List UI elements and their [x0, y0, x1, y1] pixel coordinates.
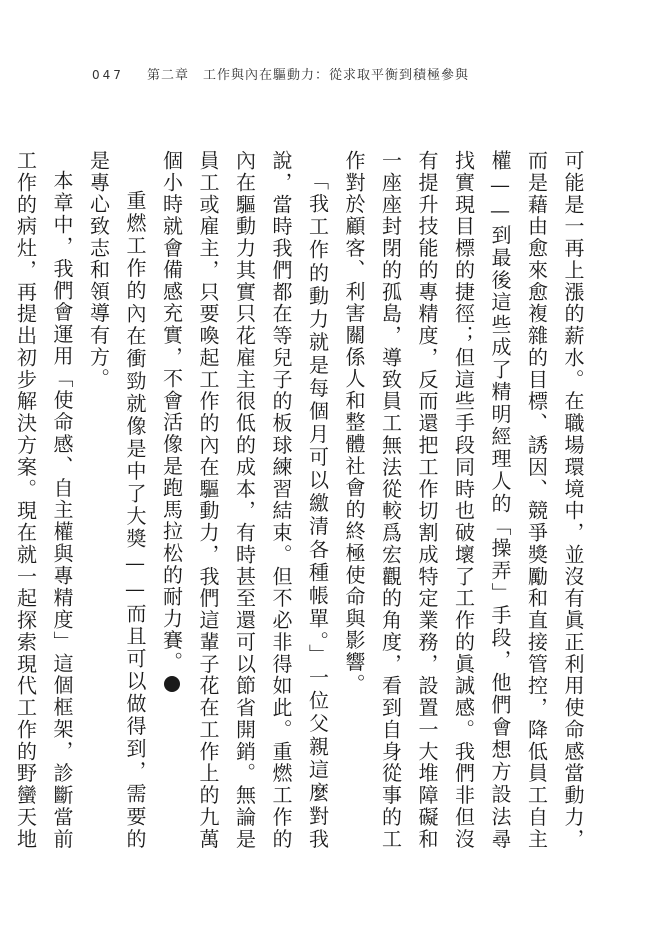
page-number: 047 — [92, 68, 124, 82]
paragraph-4: 本章中，我們會運用「使命感、自主權與專精度」這個框架，診斷當前工作的病灶，再提出初步解決方案。現在就一起探索現代工作的野蠻天地 — [13, 150, 74, 850]
paragraph-1: 可能是一再上漲的薪水。在職場環境中，並沒有眞正利用使命感當動力，而是藉由愈來愈複雜的目標、誘因、競爭獎勵和直接管控，降低員工自主權——到最後這些成了精明經理人的「操弄」手段，他們會想方設法尋找實現目標的捷徑；但這些手段同時也破壞了工作的眞誠感。我們非但沒有提升技能的專精度，反而還把工作切割成特定業務，設置一大堆障礙和一座座封閉的孤島，導致員工無法從較爲宏觀的角度，看到自身從事的工作對於顧客、利害關係人和整體社會的終極使命與影響。 — [342, 150, 585, 850]
body-text — [13, 150, 591, 850]
footnote-marker[interactable]: 3 — [164, 676, 180, 692]
chapter-title: 第二章 工作與內在驅動力：從求取平衡到積極參與 — [147, 68, 470, 83]
running-header — [92, 64, 623, 86]
paragraph-2 — [153, 150, 336, 850]
paragraph-2-text: 「我工作的動力就是每個月可以繳清各種帳單。」一位父親這麼對我說，當時我們都在等兒子的板球練習結束。但不必非得如此。重燃工作的內在驅動力其實只花雇主很低的成本，有時甚至還可以節省開銷。無論是員工或雇主，只要喚起工作的內在驅動力，我們這輩子花在工作上的九萬個小時就會備感充實，不會活像是跑馬拉松的耐力賽。 — [159, 150, 330, 850]
paragraph-3: 重燃工作的內在衝勁就像是中了大獎——而且可以做得到，需要的是專心致志和領導有方。 — [86, 150, 147, 850]
